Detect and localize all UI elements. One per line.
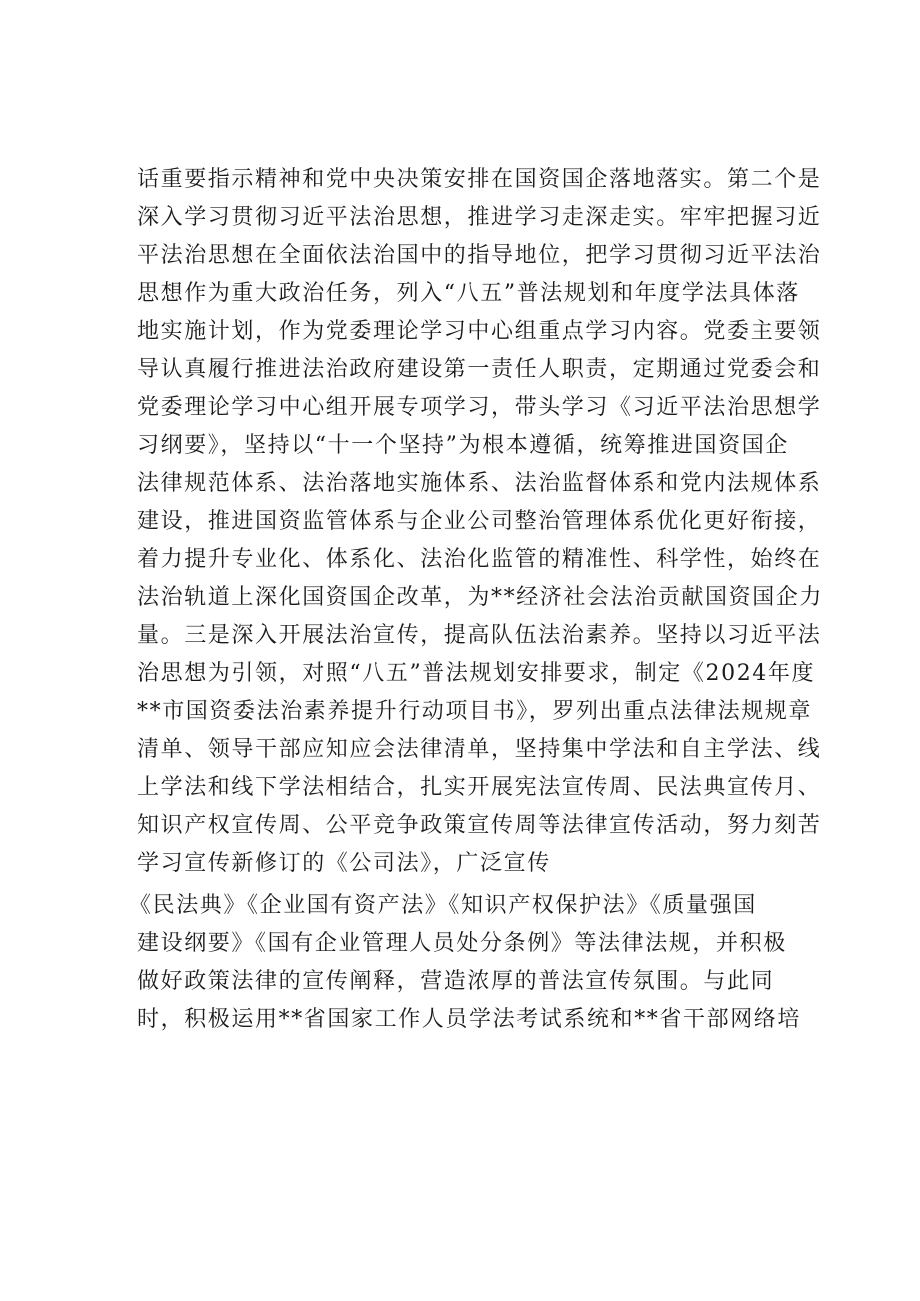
text-line: 量。三是深入开展法治宣传，提高队伍法治素养。坚持以习近平法 (137, 623, 822, 648)
text-line: 习纲要》，坚持以“十一个坚持”为根本遵循，统筹推进国资国企 (137, 433, 789, 458)
text-line: 导认真履行推进法治政府建设第一责任人职责，定期通过党委会和 (137, 357, 822, 382)
text-line: 学习宣传新修订的《公司法》，广泛宣传 (137, 851, 551, 876)
text-line: 知识产权宣传周、公平竞争政策宣传周等法律宣传活动，努力刻苦 (137, 813, 822, 838)
text-line: 思想作为重大政治任务，列入“八五”普法规划和年度学法具体落 (137, 281, 800, 306)
text-line: 法治轨道上深化国资国企改革，为**经济社会法治贡献国资国企力 (137, 585, 824, 610)
text-line: 上学法和线下学法相结合，扎实开展宪法宣传周、民法典宣传月、 (137, 775, 822, 800)
text-line: 《民法典》《企业国有资产法》《知识产权保护法》《质量强国 (129, 893, 757, 918)
text-line: 地实施计划，作为党委理论学习中心组重点学习内容。党委主要领 (137, 319, 822, 344)
text-line: 平法治思想在全面依法治国中的指导地位，把学习贯彻习近平法治 (137, 243, 822, 268)
text-line: 建设，推进国资监管体系与企业公司整治管理体系优化更好衔接， (137, 509, 822, 534)
text-line: 时，积极运用**省国家工作人员学法考试系统和**省干部网络培 (137, 1007, 802, 1032)
text-line: 做好政策法律的宣传阐释，营造浓厚的普法宣传氛围。与此同 (137, 969, 775, 994)
text-line: 话重要指示精神和党中央决策安排在国资国企落地落实。第二个是 (137, 167, 822, 192)
text-line: 深入学习贯彻习近平法治思想，推进学习走深走实。牢牢把握习近 (137, 205, 822, 230)
text-line: 治思想为引领，对照“八五”普法规划安排要求，制定《2024年度 (137, 661, 816, 686)
text-line: 建设纲要》《国有企业管理人员处分条例》等法律法规，并积极 (137, 931, 787, 956)
text-line: 法律规范体系、法治落地实施体系、法治监督体系和党内法规体系 (137, 471, 822, 496)
text-line: **市国资委法治素养提升行动项目书》，罗列出重点法律法规规章 (137, 699, 813, 724)
text-line: 清单、领导干部应知应会法律清单，坚持集中学法和自主学法、线 (137, 737, 822, 762)
text-line: 着力提升专业化、体系化、法治化监管的精准性、科学性，始终在 (137, 547, 822, 572)
text-line: 党委理论学习中心组开展专项学习，带头学习《习近平法治思想学 (137, 395, 822, 420)
